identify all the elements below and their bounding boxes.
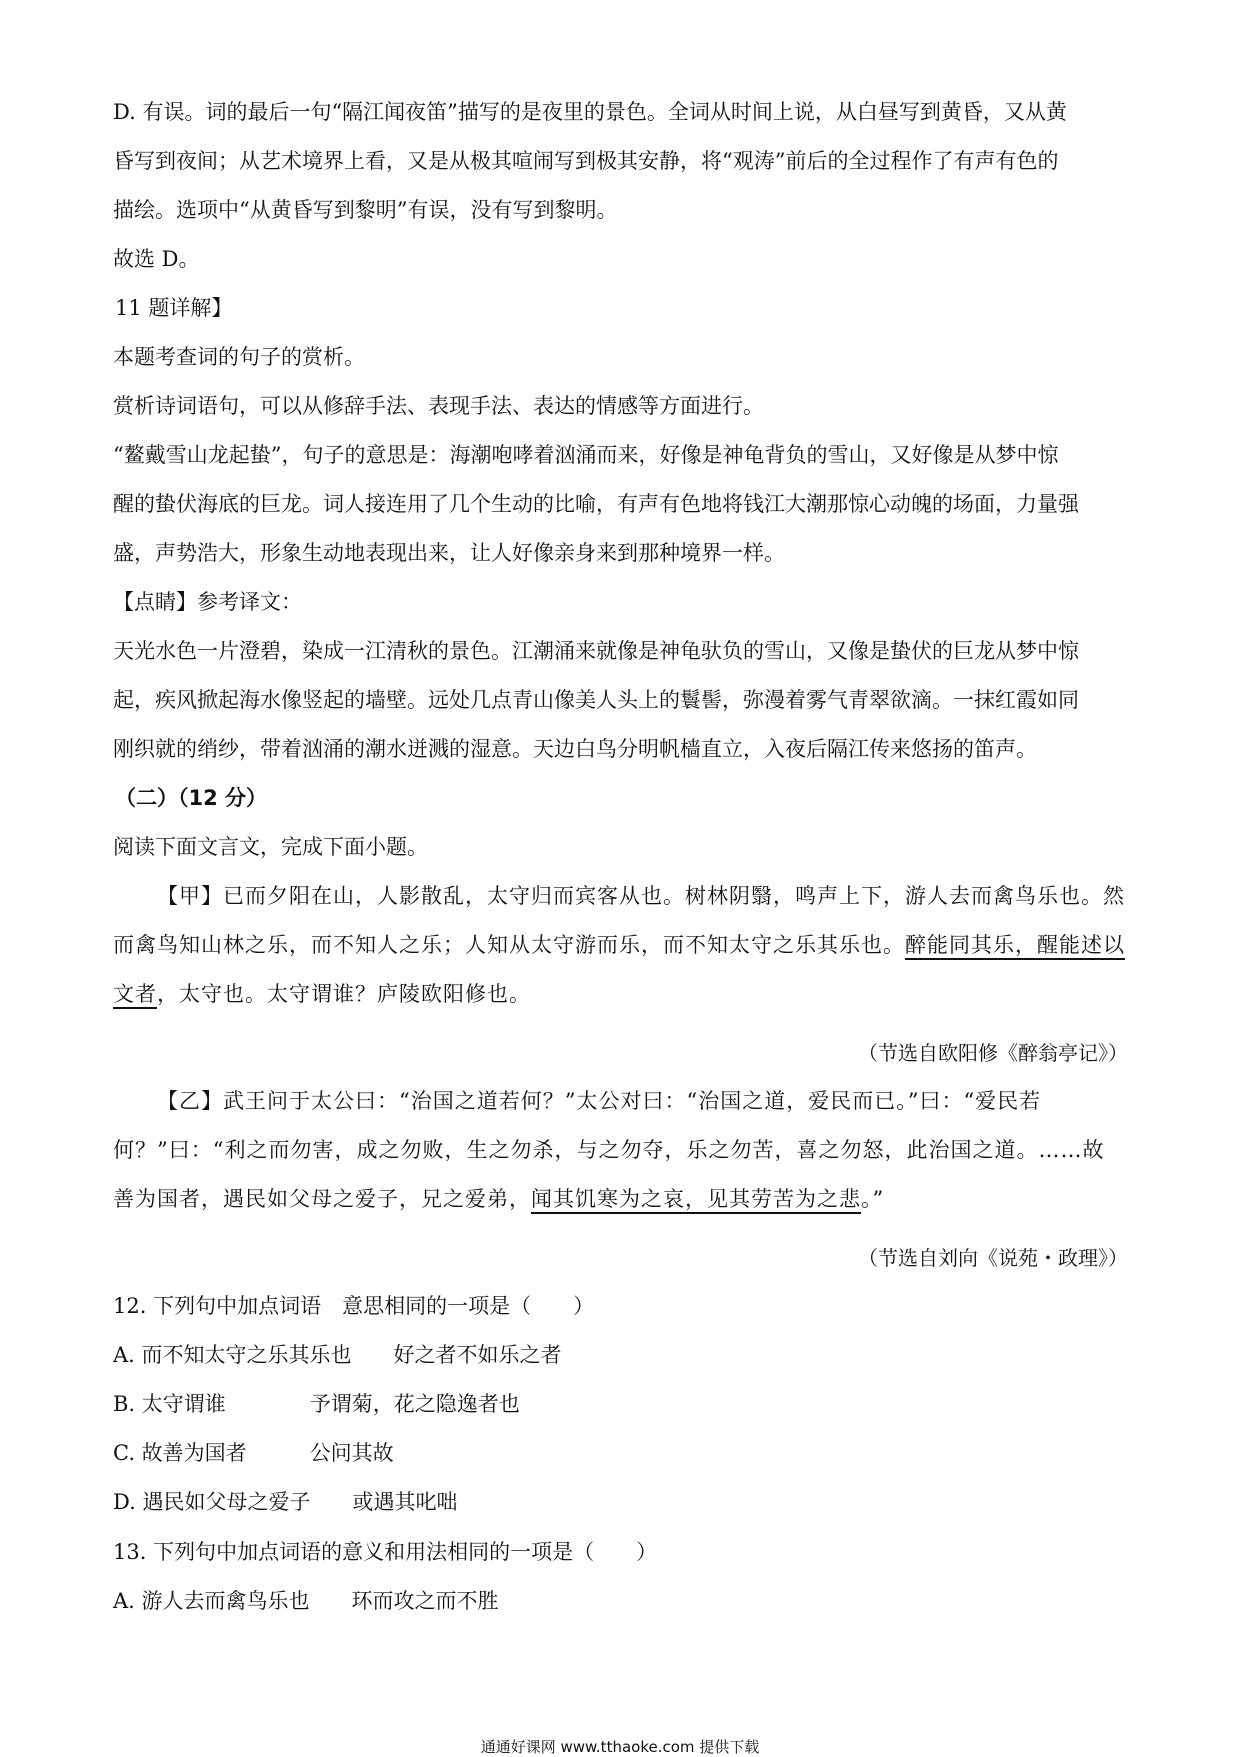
passage-yi-source: （节选自刘向《说苑・政理》） <box>858 1246 1128 1270</box>
q11-analysis-line-2: 醒的蛰伏海底的巨龙。词人接连用了几个生动的比喻，有声有色地将钱江大潮那惊心动魄的场面，力量强 <box>113 492 1079 516</box>
passage-yi-line-3-text: 善为国者，遇民如父母之爱子，兄之爱弟， <box>113 1187 531 1211</box>
passage-jia-line-2 <box>113 929 1125 959</box>
passage-jia-line-1: 【甲】已而夕阳在山，人影散乱，太守归而宾客从也。树林阴翳，鸣声上下，游人去而禽鸟乐也。然 <box>157 884 1125 908</box>
passage-yi-line-1: 【乙】武王问于太公曰：“治国之道若何？”太公对曰：“治国之道，爱民而已。”曰：“爱民若 <box>157 1089 1042 1113</box>
passage-jia-underlined-1: 醉能同其乐，醒能述以 <box>905 933 1125 957</box>
page-footer: 通通好课网 www.tthaoke.com 提供下载 <box>480 1738 760 1756</box>
passage-yi-line-3 <box>113 1183 884 1213</box>
translation-line-1: 天光水色一片澄碧，染成一江清秋的景色。江潮涌来就像是神龟驮负的雪山，又像是蛰伏的巨龙从梦中惊 <box>113 639 1079 663</box>
q13-option-a: A. 游人去而禽鸟乐也 环而攻之而不胜 <box>113 1589 499 1613</box>
q12-option-c: C. 故善为国者 公问其故 <box>113 1441 394 1465</box>
q11-intro: 本题考查词的句子的赏析。 <box>113 345 365 369</box>
q12-stem: 12. 下列句中加点词语 意思相同的一项是（ ） <box>113 1294 595 1318</box>
reading-instruction: 阅读下面文言文，完成下面小题。 <box>113 835 428 859</box>
q13-stem: 13. 下列句中加点词语的意义和用法相同的一项是（ ） <box>113 1540 658 1564</box>
d-analysis-line-1: D. 有误。词的最后一句“隔江闻夜笛”描写的是夜里的景色。全词从时间上说，从白昼写到黄昏，又从黄 <box>113 100 1067 124</box>
passage-yi-line-3-end: 。” <box>861 1187 885 1211</box>
passage-jia-source: （节选自欧阳修《醉翁亭记》） <box>858 1041 1128 1065</box>
q11-analysis-line-1: “鳌戴雪山龙起蛰”，句子的意思是：海潮咆哮着汹涌而来，好像是神龟背负的雪山，又好像是从梦中惊 <box>113 443 1059 467</box>
passage-jia-line-3 <box>113 978 531 1008</box>
passage-yi-line-2: 何？”曰：“利之而勿害，成之勿败，生之勿杀，与之勿夺，乐之勿苦，喜之勿怒，此治国之道。……故 <box>113 1138 1105 1162</box>
passage-jia-underlined-2: 文者 <box>113 982 157 1006</box>
q11-method: 赏析诗词语句，可以从修辞手法、表现手法、表达的情感等方面进行。 <box>113 394 764 418</box>
passage-jia-line-2-text: 而禽鸟知山林之乐，而不知人之乐；人知从太守游而乐，而不知太守之乐其乐也。 <box>113 933 905 957</box>
q11-heading: 11 题详解】 <box>115 296 233 320</box>
translation-line-3: 刚织就的绡纱，带着汹涌的潮水迸溅的湿意。天边白鸟分明帆樯直立，入夜后隔江传来悠扬的笛声。 <box>113 737 1037 761</box>
passage-yi-underlined: 闻其饥寒为之哀，见其劳苦为之悲 <box>531 1187 861 1211</box>
dianjing-heading: 【点睛】参考译文： <box>113 590 302 614</box>
q12-option-b: B. 太守谓谁 予谓菊，花之隐逸者也 <box>113 1392 520 1416</box>
d-analysis-line-3: 描绘。选项中“从黄昏写到黎明”有误，没有写到黎明。 <box>113 198 618 222</box>
section-2-heading: （二）（12 分） <box>115 786 268 810</box>
d-analysis-line-2: 昏写到夜间；从艺术境界上看，又是从极其喧闹写到极其安静，将“观涛”前后的全过程作了有声有色的 <box>113 149 1059 173</box>
q12-option-a: A. 而不知太守之乐其乐也 好之者不如乐之者 <box>113 1343 562 1367</box>
q11-analysis-line-3: 盛，声势浩大，形象生动地表现出来，让人好像亲身来到那种境界一样。 <box>113 541 785 565</box>
translation-line-2: 起，疾风掀起海水像竖起的墙壁。远处几点青山像美人头上的鬟髻，弥漫着雾气青翠欲滴。一抹红霞如同 <box>113 688 1079 712</box>
passage-jia-line-3-text: ，太守也。太守谓谁？庐陵欧阳修也。 <box>157 982 531 1006</box>
q12-option-d: D. 遇民如父母之爱子 或遇其叱咄 <box>113 1490 458 1514</box>
answer-choice: 故选 D。 <box>113 247 200 271</box>
